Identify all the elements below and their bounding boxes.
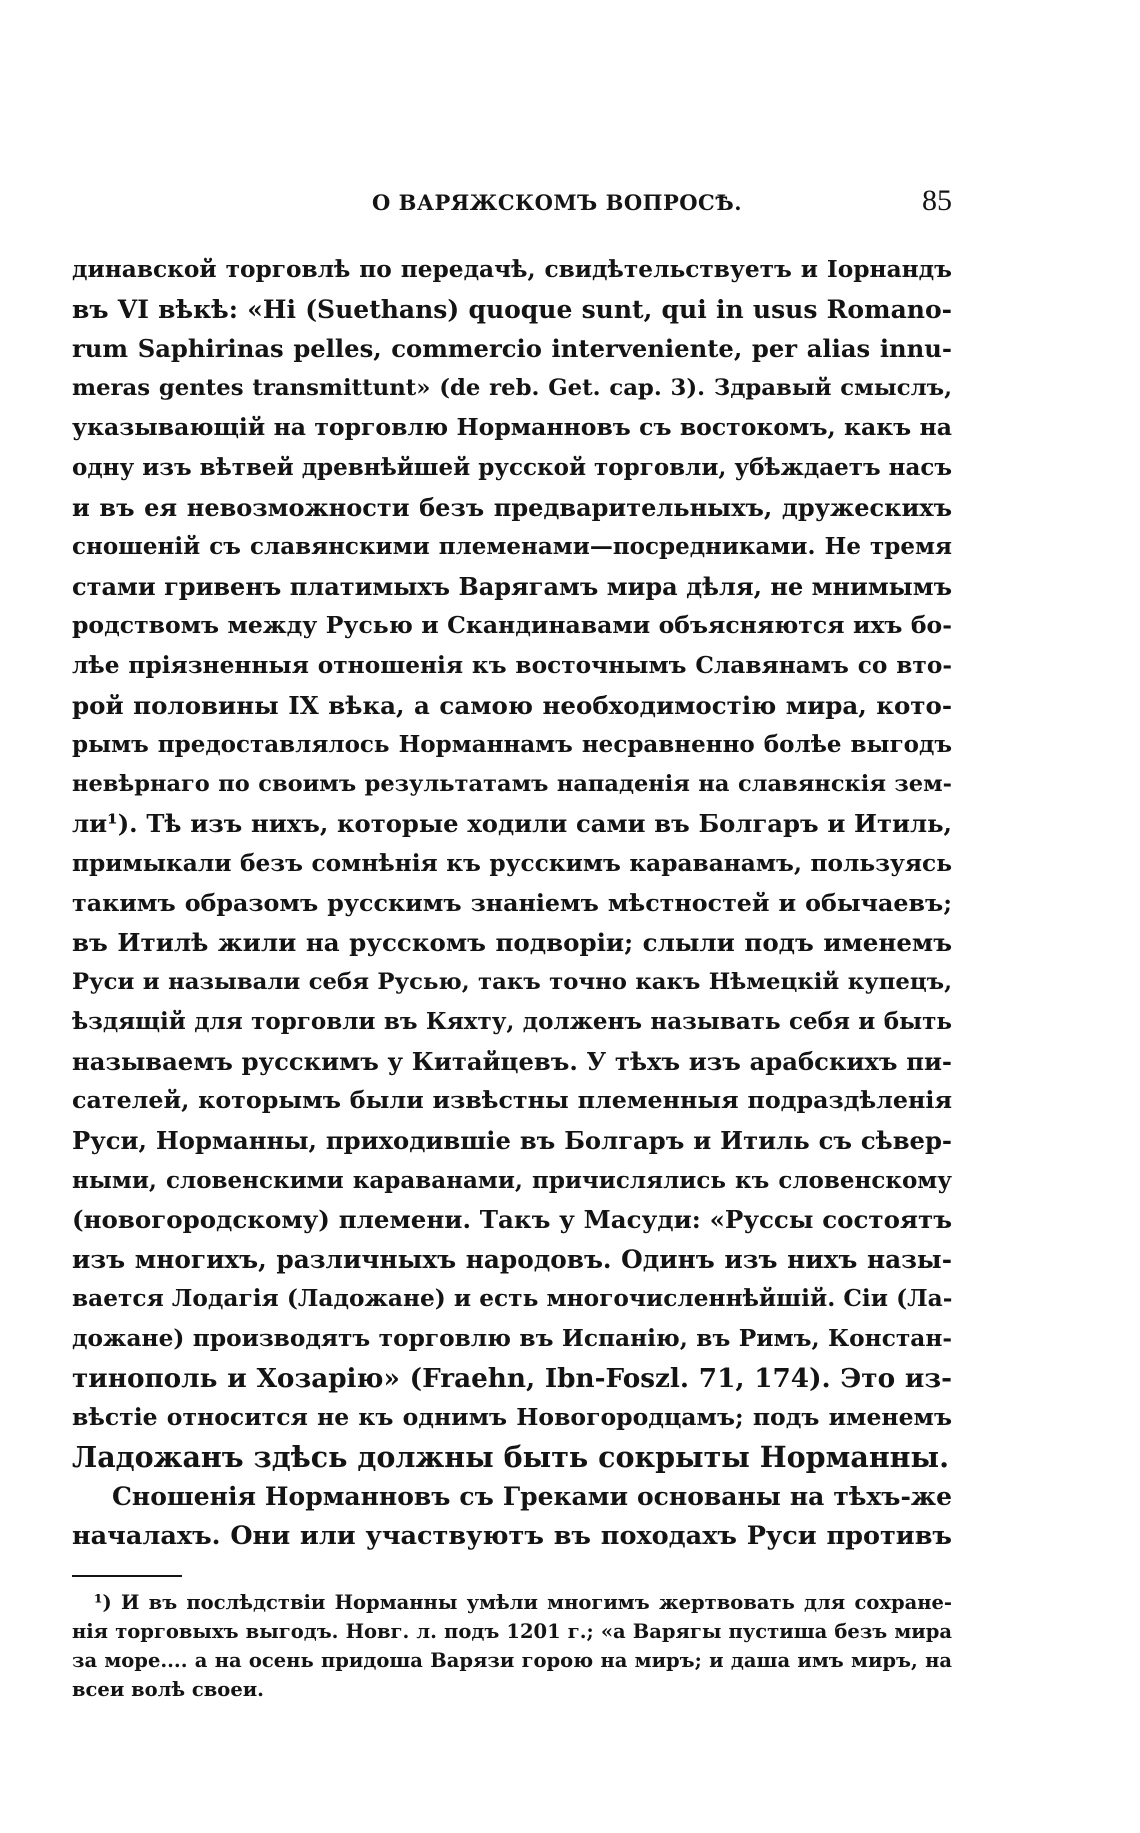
footnote-line: за море.... а на осень придоша Варязи горою на миръ; и даша имъ миръ, на (72, 1649, 952, 1672)
text-line: Сношенія Норманновъ съ Греками основаны на тѣхъ-же (112, 1482, 952, 1512)
text-line: и въ ея невозможности безъ предварительныхъ, дружескихъ (72, 492, 952, 522)
text-line: примыкали безъ сомнѣнія къ русскимъ караванамъ, пользуясь (72, 849, 952, 877)
text-line: указывающій на торговлю Норманновъ съ востокомъ, какъ на (72, 413, 952, 442)
text-line: (новогородскому) племени. Такъ у Масуди: «Руссы состоятъ (72, 1205, 952, 1235)
text-line: одну изъ вѣтвей древнѣйшей русской торговли, убѣждаетъ насъ (72, 453, 952, 481)
text-line: началахъ. Они или участвуютъ въ походахъ Руси противъ (72, 1521, 952, 1551)
text-line: изъ многихъ, различныхъ народовъ. Одинъ изъ нихъ назы- (72, 1244, 952, 1274)
footnote-rule (72, 1575, 182, 1577)
text-line: рымъ предоставлялось Норманнамъ несравненно болѣе выгодъ (72, 731, 952, 759)
footnotes (72, 1588, 952, 1704)
main-text (72, 250, 952, 1557)
text-line: вается Лодагія (Ладожане) и есть многочисленнѣйшій. Сіи (Ла- (72, 1285, 952, 1313)
text-line: динавской торговлѣ по передачѣ, свидѣтельствуетъ и Іорнандъ (72, 256, 952, 283)
text-line: сношеній съ славянскими племенами—посредниками. Не тремя (72, 533, 952, 561)
page-number: 85 (922, 184, 952, 217)
text-line: ли¹). Тѣ изъ нихъ, которые ходили сами въ Болгаръ и Итиль, (72, 809, 952, 839)
text-line: такимъ образомъ русскимъ знаніемъ мѣстностей и обычаевъ; (72, 888, 952, 917)
text-line: сателей, которымъ были извѣстны племенныя подраздѣленія (72, 1086, 952, 1115)
text-line: лѣе пріязненныя отношенія къ восточнымъ Славянамъ со вто- (72, 651, 952, 679)
text-line: Руси, Норманны, приходившіе въ Болгаръ и Итиль съ сѣвер- (72, 1126, 952, 1156)
text-line: meras gentes transmittunt» (de reb. Get. cap. 3). Здравый смыслъ, (72, 374, 952, 401)
page-header (72, 184, 952, 230)
text-line: Руси и называли себя Русью, такъ точно какъ Нѣмецкій купецъ, (72, 968, 952, 995)
text-line: дожане) производятъ торговлю въ Испанію, въ Римъ, Констан- (72, 1325, 952, 1353)
text-line: Ладожанъ здѣсь должны быть сокрыты Норманны. (72, 1439, 950, 1474)
text-line: вѣстіе относится не къ однимъ Новогородцамъ; подъ именемъ (72, 1403, 952, 1432)
text-line: родствомъ между Русью и Скандинавами объясняются ихъ бо- (72, 611, 952, 640)
footnote-line: всеи волѣ своеи. (72, 1678, 264, 1701)
text-line: въ VI вѣкѣ: «Hi (Suethans) quoque sunt, qui in usus Romano- (72, 294, 952, 324)
text-line: rum Saphirinas pelles, commercio interveniente, per alias innu- (72, 334, 952, 364)
text-line: стами гривенъ платимыхъ Варягамъ мира дѣля, не мнимымъ (72, 571, 952, 601)
text-line: тинополь и Хозарію» (Fraehn, Ibn-Foszl. 71, 174). Это из- (72, 1362, 952, 1394)
footnote-line: ¹) И въ послѣдствіи Норманны умѣли многимъ жертвовать для сохране- (94, 1591, 952, 1614)
text-line: ѣздящій для торговли въ Кяхту, долженъ называть себя и быть (72, 1008, 952, 1036)
text-line: ными, словенскими караванами, причислялись къ словенскому (72, 1166, 952, 1194)
footnote-line: нія торговыхъ выгодъ. Новг. л. подъ 1201 г.; «а Варягы пустиша безъ мира (72, 1620, 952, 1643)
text-line: рой половины IX вѣка, а самою необходимостію мира, кото- (72, 690, 952, 720)
text-line: невѣрнаго по своимъ результатамъ нападенія на славянскія зем- (72, 770, 952, 797)
text-line: называемъ русскимъ у Китайцевъ. У тѣхъ изъ арабскихъ пи- (72, 1046, 952, 1076)
text-line: въ Итилѣ жили на русскомъ подворіи; слыли подъ именемъ (72, 928, 952, 958)
running-title: О ВАРЯЖСКОМЪ ВОПРОСѢ. (372, 190, 743, 215)
